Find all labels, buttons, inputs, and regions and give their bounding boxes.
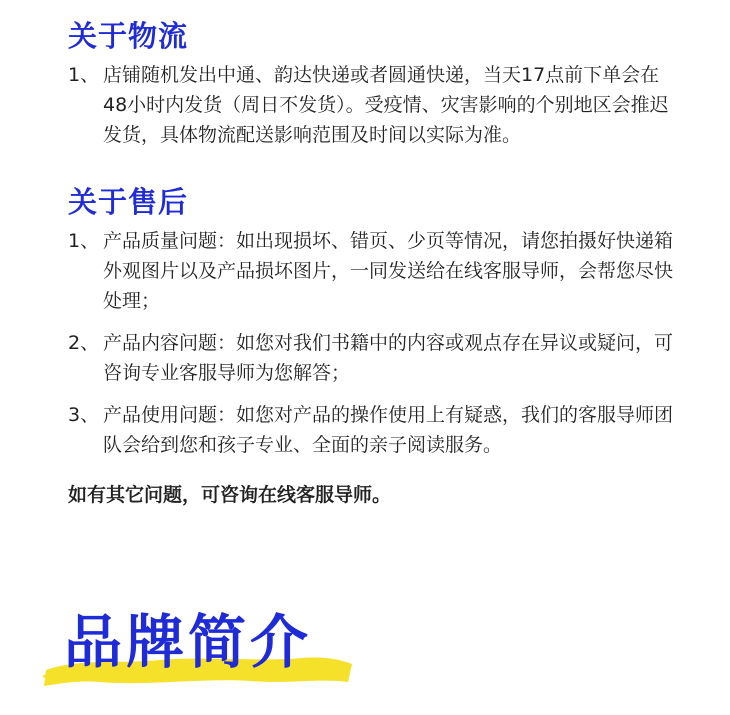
item-text: 产品内容问题：如您对我们书籍中的内容或观点存在异议或疑问，可咨询专业客服导师为您解答； [103, 332, 674, 384]
item-number: 2、 [68, 332, 100, 354]
item-number: 3、 [68, 404, 100, 426]
item-text: 产品使用问题：如您对产品的操作使用上有疑惑，我们的客服导师团队会给到您和孩子专业、全面的亲子阅读服务。 [103, 404, 674, 456]
aftersales-heading: 关于售后 [68, 185, 189, 219]
list-item [68, 328, 678, 388]
contact-note: 如有其它问题，可咨询在线客服导师。 [68, 484, 392, 506]
list-item [68, 400, 678, 460]
aftersales-list [68, 226, 678, 460]
item-text: 店铺随机发出中通、韵达快递或者圆通快递，当天17点前下单会在48小时内发货（周日不发货）。受疫情、灾害影响的个别地区会推迟发货，具体物流配送影响范围及时间以实际为准。 [103, 64, 669, 146]
brand-section [40, 604, 360, 688]
logistics-heading: 关于物流 [68, 19, 189, 53]
logistics-list [68, 60, 678, 150]
list-item [68, 226, 678, 316]
item-number: 1、 [68, 230, 100, 252]
item-number: 1、 [68, 64, 100, 86]
list-item [68, 60, 678, 150]
brand-title: 品牌简介 [64, 608, 313, 676]
item-text: 产品质量问题：如出现损坏、错页、少页等情况，请您拍摄好快递箱外观图片以及产品损坏图片，一同发送给在线客服导师，会帮您尽快处理； [103, 230, 674, 312]
